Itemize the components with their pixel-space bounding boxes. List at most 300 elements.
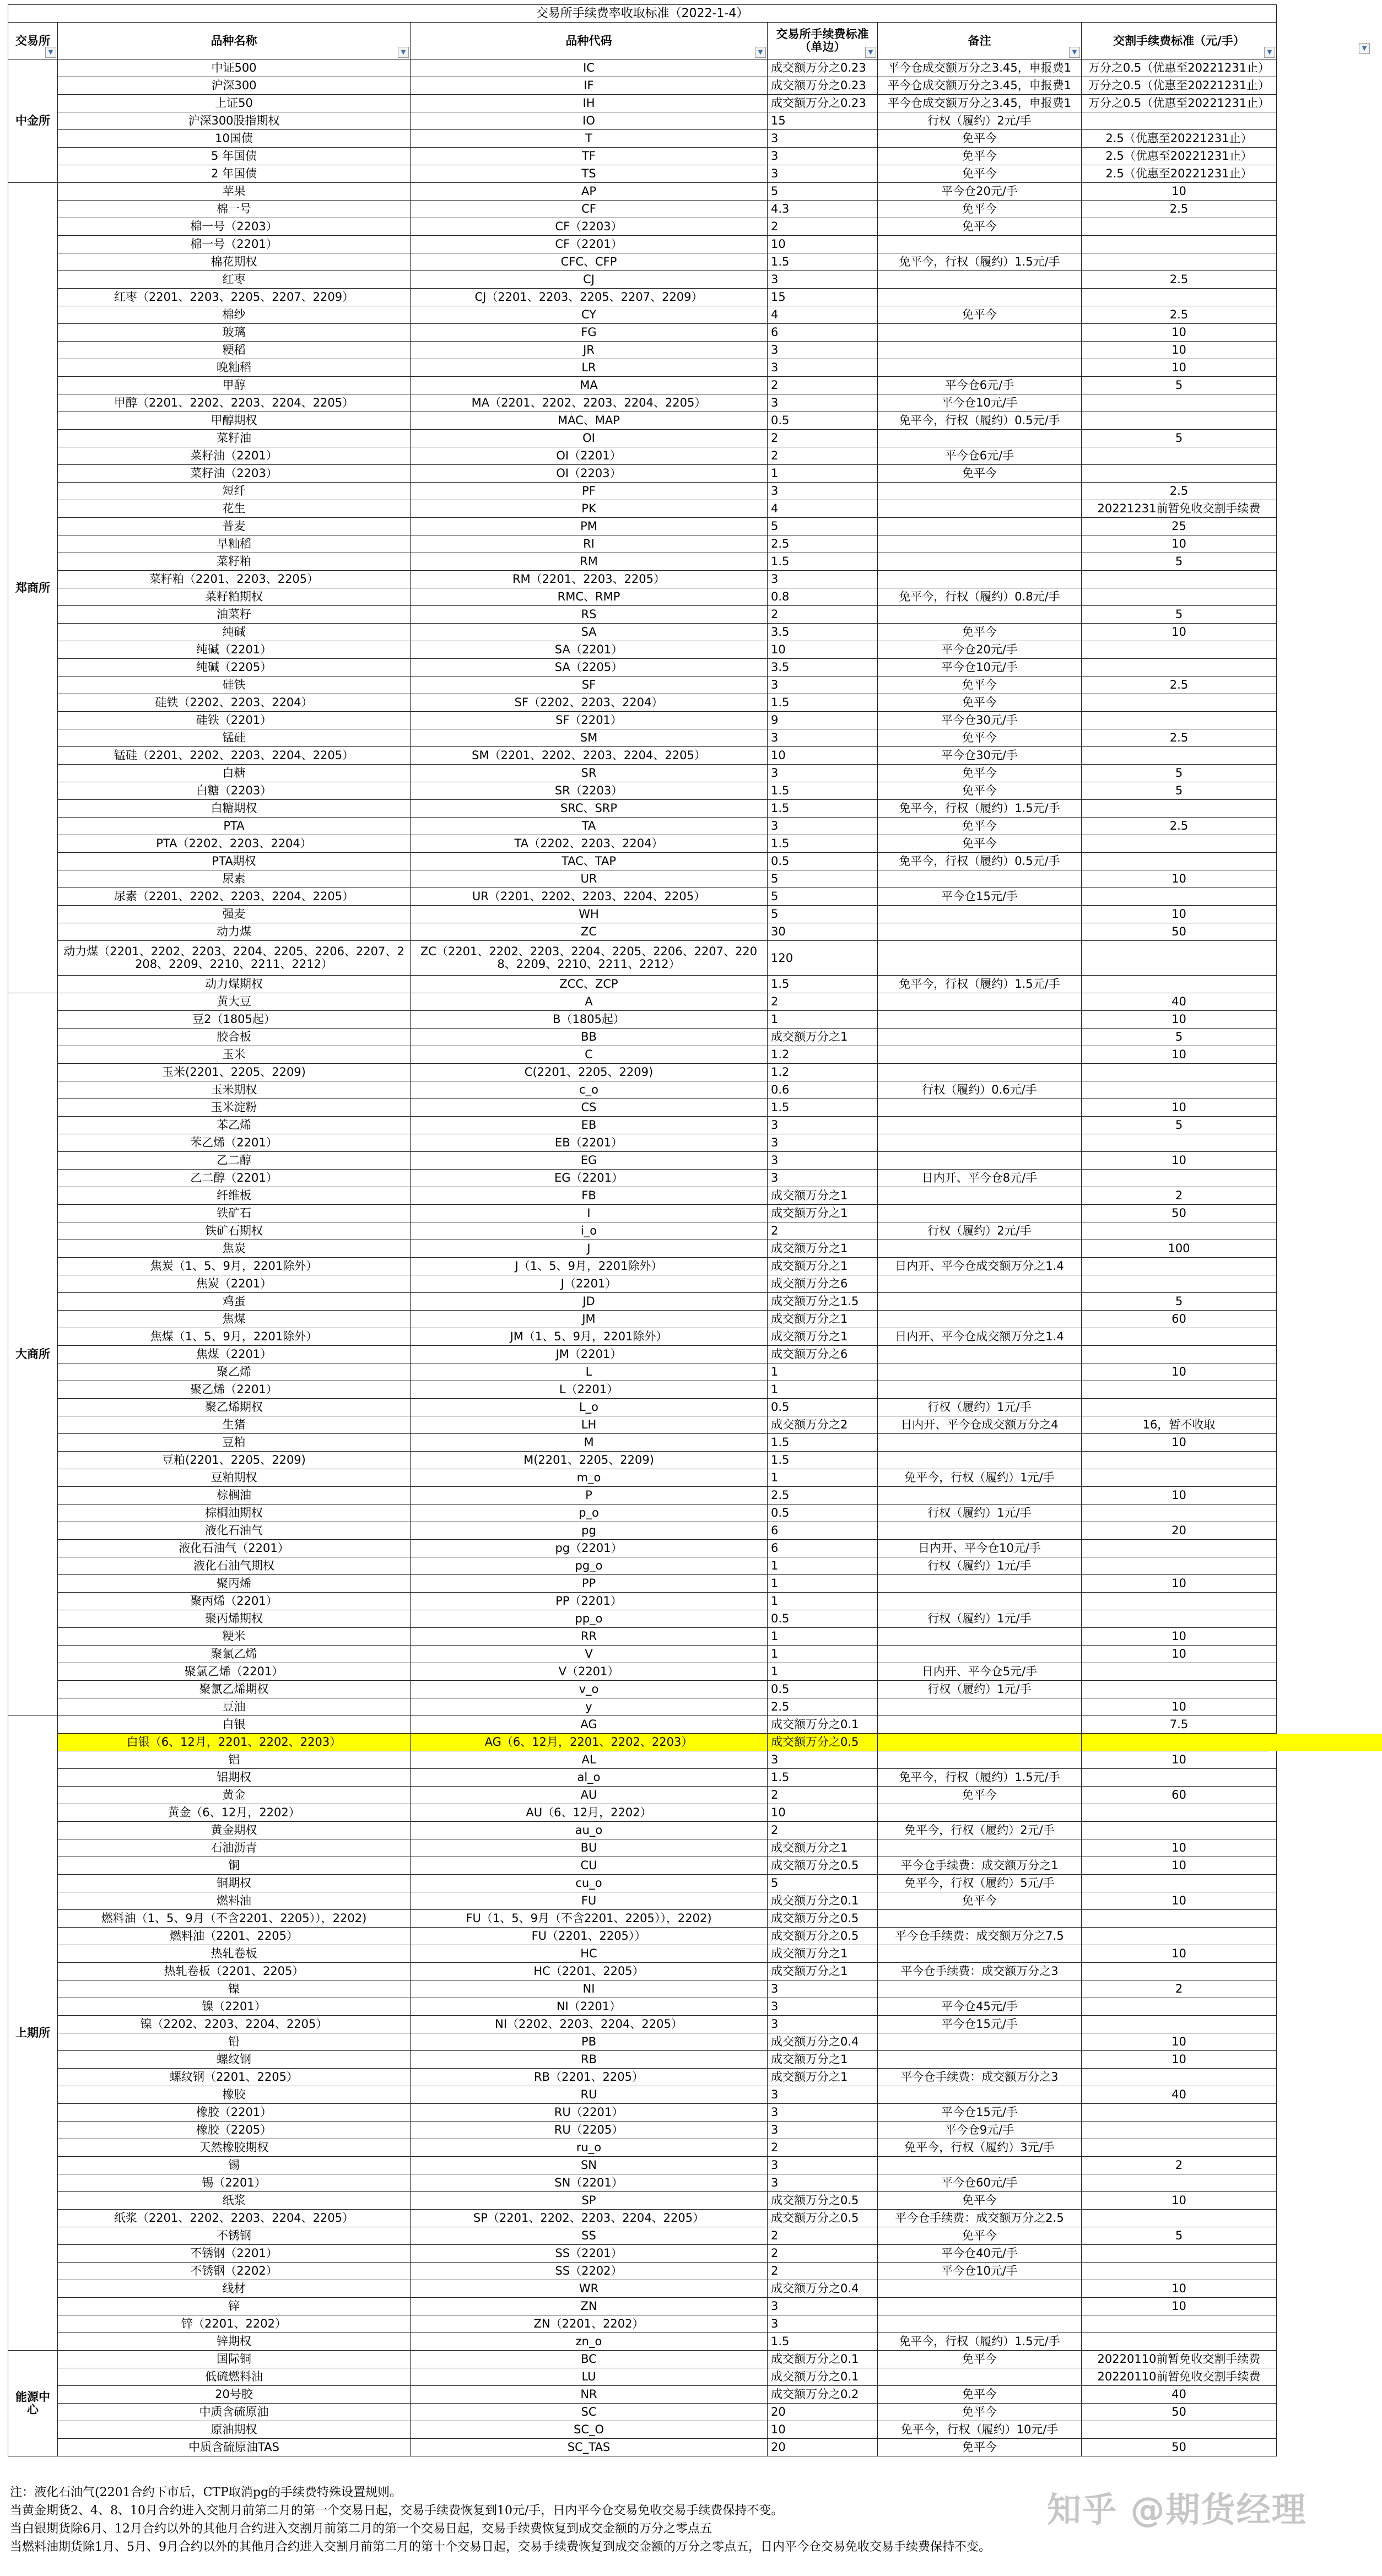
product-code-cell: RB: [411, 2051, 768, 2069]
table-row: [8, 2139, 1277, 2157]
product-name-cell: 菜籽油: [58, 430, 411, 447]
exchange-fee-cell: 5: [768, 183, 878, 201]
table-row: [8, 1152, 1277, 1170]
delivery-fee-cell: [1082, 2315, 1277, 2333]
exchange-fee-cell: 2: [768, 447, 878, 465]
filter-dropdown-icon[interactable]: ▼: [398, 47, 409, 58]
table-row: [8, 218, 1277, 236]
product-code-cell: EB: [411, 1117, 768, 1134]
remark-cell: [878, 535, 1082, 553]
exchange-fee-cell: 1: [768, 1593, 878, 1610]
exchange-fee-cell: 3: [768, 1134, 878, 1152]
product-name-cell: 白糖期权: [58, 800, 411, 818]
table-row: [8, 2157, 1277, 2174]
product-name-cell: 中质含硫原油TAS: [58, 2439, 411, 2456]
delivery-fee-cell: 2.5: [1082, 306, 1277, 324]
exchange-fee-cell: 5: [768, 906, 878, 923]
product-name-cell: 热轧卷板: [58, 1945, 411, 1963]
delivery-fee-cell: [1082, 1346, 1277, 1363]
table-row: [8, 377, 1277, 394]
product-code-cell: HC（2201、2205）: [411, 1963, 768, 1980]
product-name-cell: 低硫燃料油: [58, 2368, 411, 2386]
filter-dropdown-icon[interactable]: ▼: [1069, 47, 1080, 58]
delivery-fee-cell: [1082, 112, 1277, 130]
product-name-cell: 菜籽粕: [58, 553, 411, 571]
filter-dropdown-icon[interactable]: ▼: [865, 47, 876, 58]
product-name-cell: 黄大豆: [58, 993, 411, 1011]
remark-cell: 免平今，行权（履约）0.8元/手: [878, 588, 1082, 606]
remark-cell: 免平今，行权（履约）1.5元/手: [878, 1769, 1082, 1787]
table-row: [8, 535, 1277, 553]
delivery-fee-cell: [1082, 1399, 1277, 1416]
header-label: 交割手续费标准（元/手）: [1113, 34, 1245, 47]
remark-cell: 日内开、平今仓成交额万分之1.4: [878, 1328, 1082, 1346]
product-code-cell: c_o: [411, 1081, 768, 1099]
product-name-cell: 聚氯乙烯（2201）: [58, 1663, 411, 1681]
exchange-fee-cell: 成交额万分之1: [768, 1205, 878, 1222]
exchange-fee-cell: 15: [768, 112, 878, 130]
table-row: [8, 588, 1277, 606]
product-code-cell: NI: [411, 1980, 768, 1998]
remark-cell: [878, 483, 1082, 500]
table-row: [8, 2122, 1277, 2139]
remark-cell: [878, 1099, 1082, 1117]
product-name-cell: 晚籼稻: [58, 359, 411, 377]
remark-cell: 行权（履约）1元/手: [878, 1399, 1082, 1416]
delivery-fee-cell: [1082, 2245, 1277, 2263]
exchange-fee-cell: 3: [768, 130, 878, 148]
table-row: [8, 1628, 1277, 1646]
remark-cell: 免平今: [878, 465, 1082, 483]
remark-cell: 行权（履约）1元/手: [878, 1681, 1082, 1698]
remark-cell: 免平今，行权（履约）10元/手: [878, 2421, 1082, 2439]
remark-cell: 平今仓20元/手: [878, 183, 1082, 201]
delivery-fee-cell: [1082, 747, 1277, 765]
product-code-cell: SS: [411, 2227, 768, 2245]
exchange-fee-cell: 3: [768, 271, 878, 289]
exchange-fee-cell: 1.2: [768, 1064, 878, 1081]
table-row: [8, 447, 1277, 465]
product-code-cell: i_o: [411, 1222, 768, 1240]
remark-cell: 免平今: [878, 1787, 1082, 1804]
filter-dropdown-icon[interactable]: ▼: [755, 47, 766, 58]
product-code-cell: RU（2205）: [411, 2122, 768, 2139]
table-row: [8, 465, 1277, 483]
product-name-cell: 不锈钢（2201）: [58, 2245, 411, 2263]
remark-cell: 日内开、平今仓10元/手: [878, 1540, 1082, 1557]
product-code-cell: JD: [411, 1293, 768, 1311]
product-code-cell: CJ: [411, 271, 768, 289]
remark-cell: 平今仓9元/手: [878, 2122, 1082, 2139]
product-name-cell: 棉花期权: [58, 253, 411, 271]
product-name-cell: 甲醇期权: [58, 412, 411, 430]
remark-cell: 免平今: [878, 2386, 1082, 2404]
product-name-cell: 油菜籽: [58, 606, 411, 624]
table-row: [8, 2333, 1277, 2351]
remark-cell: 免平今: [878, 2192, 1082, 2210]
product-name-cell: 玉米(2201、2205、2209): [58, 1064, 411, 1081]
exchange-fee-cell: 30: [768, 923, 878, 941]
product-name-cell: 棕榈油: [58, 1487, 411, 1505]
delivery-fee-cell: 万分之0.5（优惠至20221231止）: [1082, 95, 1277, 112]
delivery-fee-cell: [1082, 1381, 1277, 1399]
remark-cell: [878, 271, 1082, 289]
product-code-cell: FU（2201、2205））: [411, 1928, 768, 1945]
product-code-cell: SP（2201、2202、2203、2204、2205）: [411, 2210, 768, 2227]
remark-cell: 行权（履约）1元/手: [878, 1610, 1082, 1628]
exchange-fee-cell: 2.5: [768, 535, 878, 553]
delivery-fee-cell: [1082, 1910, 1277, 1928]
product-name-cell: 原油期权: [58, 2421, 411, 2439]
delivery-fee-cell: [1082, 659, 1277, 677]
table-row: [8, 165, 1277, 183]
exchange-fee-cell: 2: [768, 1822, 878, 1839]
product-name-cell: 乙二醇（2201）: [58, 1170, 411, 1187]
product-name-cell: 棕榈油期权: [58, 1505, 411, 1522]
exchange-fee-cell: 2: [768, 377, 878, 394]
table-row: [8, 306, 1277, 324]
product-name-cell: PTA: [58, 818, 411, 835]
remark-cell: [878, 2051, 1082, 2069]
header-exchange-fee[interactable]: [768, 23, 878, 59]
product-code-cell: WH: [411, 906, 768, 923]
exchange-fee-cell: 3: [768, 342, 878, 359]
table-row: [8, 1240, 1277, 1258]
delivery-fee-cell: [1082, 641, 1277, 659]
delivery-fee-cell: [1082, 1452, 1277, 1469]
table-row: [8, 853, 1277, 870]
delivery-fee-cell: 2.5: [1082, 677, 1277, 694]
delivery-fee-cell: 10: [1082, 870, 1277, 888]
product-name-cell: 豆粕: [58, 1434, 411, 1452]
table-row: [8, 183, 1277, 201]
exchange-fee-cell: 成交额万分之0.1: [768, 2351, 878, 2368]
exchange-fee-cell: 3: [768, 2298, 878, 2315]
product-code-cell: ZC（2201、2202、2203、2204、2205、2206、2207、2208、2209、2210、2211、2212）: [411, 941, 768, 976]
remark-cell: 免平今，行权（履约）1.5元/手: [878, 2333, 1082, 2351]
product-code-cell: LH: [411, 1416, 768, 1434]
note-line: 注：液化石油气(2201合约下市后，CTP取消pg的手续费特殊设置规则。: [10, 2486, 402, 2499]
remark-cell: 免平今: [878, 835, 1082, 853]
remark-cell: [878, 289, 1082, 306]
product-name-cell: 橡胶（2201）: [58, 2104, 411, 2122]
filter-dropdown-icon[interactable]: ▼: [1359, 43, 1370, 54]
header-remark[interactable]: [878, 23, 1082, 59]
product-name-cell: 铝期权: [58, 1769, 411, 1787]
product-code-cell: FG: [411, 324, 768, 342]
exchange-fee-cell: 1.5: [768, 976, 878, 993]
remark-cell: 平今仓15元/手: [878, 2104, 1082, 2122]
product-name-cell: 豆粕期权: [58, 1469, 411, 1487]
remark-cell: [878, 1117, 1082, 1134]
product-name-cell: 焦煤（2201）: [58, 1346, 411, 1363]
exchange-fee-cell: 3.5: [768, 659, 878, 677]
exchange-fee-cell: 15: [768, 289, 878, 306]
delivery-fee-cell: 5: [1082, 765, 1277, 782]
exchange-fee-cell: 120: [768, 941, 878, 976]
delivery-fee-cell: [1082, 1963, 1277, 1980]
table-row: [8, 624, 1277, 641]
table-row: [8, 1205, 1277, 1222]
exchange-fee-cell: 3: [768, 818, 878, 835]
exchange-fee-cell: 1.5: [768, 835, 878, 853]
header-delivery-fee[interactable]: [1082, 23, 1277, 59]
exchange-fee-cell: 成交额万分之1: [768, 1258, 878, 1275]
delivery-fee-cell: 10: [1082, 2051, 1277, 2069]
product-name-cell: 沪深300股指期权: [58, 112, 411, 130]
table-row: [8, 747, 1277, 765]
product-name-cell: 短纤: [58, 483, 411, 500]
exchange-fee-cell: 成交额万分之6: [768, 1275, 878, 1293]
header-product-name[interactable]: [58, 23, 411, 59]
delivery-fee-cell: 2: [1082, 2157, 1277, 2174]
product-code-cell: ZN（2201、2202）: [411, 2315, 768, 2333]
exchange-fee-cell: 成交额万分之0.4: [768, 2280, 878, 2298]
product-name-cell: 苹果: [58, 183, 411, 201]
remark-cell: [878, 1734, 1082, 1751]
product-code-cell: al_o: [411, 1769, 768, 1787]
product-code-cell: JR: [411, 342, 768, 359]
header-label: 交易所: [15, 34, 50, 47]
filter-dropdown-icon[interactable]: ▼: [45, 47, 56, 58]
product-code-cell: JM: [411, 1311, 768, 1328]
remark-cell: [878, 1698, 1082, 1716]
header-label: 备注: [968, 34, 991, 47]
exchange-fee-cell: 20: [768, 2404, 878, 2421]
remark-cell: 免平今: [878, 2351, 1082, 2368]
product-code-cell: AU: [411, 1787, 768, 1804]
product-name-cell: 铅: [58, 2033, 411, 2051]
exchange-cell: 中金所: [8, 59, 58, 183]
product-name-cell: 菜籽粕期权: [58, 588, 411, 606]
product-code-cell: T: [411, 130, 768, 148]
delivery-fee-cell: 2.5: [1082, 729, 1277, 747]
product-code-cell: C(2201、2205、2209): [411, 1064, 768, 1081]
product-code-cell: PP（2201）: [411, 1593, 768, 1610]
exchange-fee-cell: 4.3: [768, 201, 878, 218]
table-row: [8, 2051, 1277, 2069]
exchange-fee-cell: 1: [768, 1575, 878, 1593]
product-name-cell: 聚氯乙烯期权: [58, 1681, 411, 1698]
delivery-fee-cell: 10: [1082, 1698, 1277, 1716]
exchange-fee-cell: 2: [768, 2245, 878, 2263]
remark-cell: 平今仓45元/手: [878, 1998, 1082, 2016]
product-name-cell: 玉米期权: [58, 1081, 411, 1099]
remark-cell: 平今仓成交额万分之3.45，申报费1: [878, 95, 1082, 112]
product-name-cell: 红枣: [58, 271, 411, 289]
product-name-cell: 棉纱: [58, 306, 411, 324]
table-row: [8, 95, 1277, 112]
table-row: [8, 1734, 1277, 1751]
product-code-cell: SC: [411, 2404, 768, 2421]
remark-cell: [878, 1134, 1082, 1152]
product-code-cell: UR: [411, 870, 768, 888]
exchange-fee-cell: 成交额万分之0.5: [768, 1857, 878, 1875]
product-name-cell: 燃料油（2201、2205）: [58, 1928, 411, 1945]
exchange-fee-cell: 20: [768, 2439, 878, 2456]
product-name-cell: 粳米: [58, 1628, 411, 1646]
delivery-fee-cell: 2.5（优惠至20221231止）: [1082, 165, 1277, 183]
table-row: [8, 130, 1277, 148]
exchange-fee-cell: 3: [768, 165, 878, 183]
remark-cell: [878, 993, 1082, 1011]
header-exchange[interactable]: [8, 23, 58, 59]
product-name-cell: 粳稻: [58, 342, 411, 359]
product-code-cell: CF: [411, 201, 768, 218]
remark-cell: [878, 1205, 1082, 1222]
delivery-fee-cell: 10: [1082, 1099, 1277, 1117]
table-row: [8, 2280, 1277, 2298]
exchange-fee-cell: 5: [768, 1875, 878, 1892]
product-name-cell: 苯乙烯（2201）: [58, 1134, 411, 1152]
remark-cell: 免平今，行权（履约）2元/手: [878, 1822, 1082, 1839]
table-row: [8, 729, 1277, 747]
product-code-cell: J: [411, 1240, 768, 1258]
product-name-cell: 螺纹钢: [58, 2051, 411, 2069]
exchange-cell: 大商所: [8, 993, 58, 1716]
delivery-fee-cell: [1082, 2016, 1277, 2033]
table-row: [8, 2439, 1277, 2456]
product-name-cell: 甲醇: [58, 377, 411, 394]
exchange-fee-cell: 3: [768, 2104, 878, 2122]
delivery-fee-cell: [1082, 1804, 1277, 1822]
table-row: [8, 1381, 1277, 1399]
table-row: [8, 1117, 1277, 1134]
product-name-cell: 乙二醇: [58, 1152, 411, 1170]
exchange-fee-cell: 1: [768, 1011, 878, 1029]
table-row: [8, 500, 1277, 518]
exchange-fee-cell: 3: [768, 1152, 878, 1170]
fee-table: [8, 4, 1277, 2456]
delivery-fee-cell: [1082, 571, 1277, 588]
product-code-cell: pg（2201）: [411, 1540, 768, 1557]
table-row: [8, 430, 1277, 447]
exchange-fee-cell: 2.5: [768, 1698, 878, 1716]
exchange-fee-cell: 3: [768, 394, 878, 412]
table-row: [8, 571, 1277, 588]
product-name-cell: 锌（2201、2202）: [58, 2315, 411, 2333]
exchange-fee-cell: 成交额万分之0.5: [768, 1910, 878, 1928]
product-name-cell: 白银: [58, 1716, 411, 1734]
exchange-fee-cell: 1.5: [768, 2333, 878, 2351]
table-row: [8, 553, 1277, 571]
product-code-cell: RMC、RMP: [411, 588, 768, 606]
table-row: [8, 148, 1277, 165]
header-product-code[interactable]: [411, 23, 768, 59]
table-row: [8, 1698, 1277, 1716]
delivery-fee-cell: 40: [1082, 2086, 1277, 2104]
product-name-cell: 白银（6、12月，2201、2202、2203）: [58, 1734, 411, 1751]
delivery-fee-cell: [1082, 1540, 1277, 1557]
product-code-cell: NR: [411, 2386, 768, 2404]
exchange-fee-cell: 成交额万分之1: [768, 1029, 878, 1046]
table-row: [8, 2069, 1277, 2086]
exchange-fee-cell: 0.5: [768, 853, 878, 870]
remark-cell: [878, 342, 1082, 359]
product-code-cell: SS（2202）: [411, 2263, 768, 2280]
exchange-fee-cell: 1.5: [768, 1769, 878, 1787]
delivery-fee-cell: 10: [1082, 1487, 1277, 1505]
delivery-fee-cell: 50: [1082, 2404, 1277, 2421]
delivery-fee-cell: [1082, 1222, 1277, 1240]
table-row: [8, 765, 1277, 782]
delivery-fee-cell: 5: [1082, 2227, 1277, 2245]
exchange-fee-cell: 10: [768, 747, 878, 765]
table-row: [8, 2298, 1277, 2315]
product-code-cell: TS: [411, 165, 768, 183]
table-row: [8, 2192, 1277, 2210]
table-row: [8, 677, 1277, 694]
table-row: [8, 1505, 1277, 1522]
product-name-cell: 聚丙烯: [58, 1575, 411, 1593]
product-code-cell: LR: [411, 359, 768, 377]
product-code-cell: IH: [411, 95, 768, 112]
product-code-cell: TAC、TAP: [411, 853, 768, 870]
delivery-fee-cell: 万分之0.5（优惠至20221231止）: [1082, 59, 1277, 77]
product-code-cell: AL: [411, 1751, 768, 1769]
remark-cell: 行权（履约）0.6元/手: [878, 1081, 1082, 1099]
exchange-cell: 上期所: [8, 1716, 58, 2351]
exchange-fee-cell: 6: [768, 1522, 878, 1540]
product-code-cell: au_o: [411, 1822, 768, 1839]
product-code-cell: RU（2201）: [411, 2104, 768, 2122]
product-code-cell: MA（2201、2202、2203、2204、2205）: [411, 394, 768, 412]
product-name-cell: 动力煤期权: [58, 976, 411, 993]
product-name-cell: 燃料油: [58, 1892, 411, 1910]
remark-cell: 行权（履约）2元/手: [878, 1222, 1082, 1240]
delivery-fee-cell: 10: [1082, 324, 1277, 342]
remark-cell: [878, 1346, 1082, 1363]
remark-cell: 日内开、平今仓成交额万分之4: [878, 1416, 1082, 1434]
title-row: [8, 5, 1277, 23]
product-name-cell: 液化石油气: [58, 1522, 411, 1540]
delivery-fee-cell: 60: [1082, 1787, 1277, 1804]
product-name-cell: 菜籽油（2201）: [58, 447, 411, 465]
table-row: [8, 1593, 1277, 1610]
table-row: [8, 412, 1277, 430]
product-name-cell: 白糖（2203）: [58, 782, 411, 800]
filter-dropdown-icon[interactable]: ▼: [1264, 47, 1275, 58]
product-name-cell: 锡: [58, 2157, 411, 2174]
delivery-fee-cell: 5: [1082, 430, 1277, 447]
product-code-cell: M: [411, 1434, 768, 1452]
table-row: [8, 2315, 1277, 2333]
product-code-cell: FB: [411, 1187, 768, 1205]
exchange-fee-cell: 5: [768, 518, 878, 535]
product-name-cell: 纯碱（2201）: [58, 641, 411, 659]
product-name-cell: 焦煤: [58, 1311, 411, 1328]
remark-cell: 免平今: [878, 765, 1082, 782]
table-row: [8, 2104, 1277, 2122]
product-name-cell: 聚氯乙烯: [58, 1646, 411, 1663]
product-code-cell: ZN: [411, 2298, 768, 2315]
exchange-fee-cell: 成交额万分之1: [768, 1839, 878, 1857]
delivery-fee-cell: 10: [1082, 535, 1277, 553]
product-code-cell: BC: [411, 2351, 768, 2368]
product-code-cell: L（2201）: [411, 1381, 768, 1399]
delivery-fee-cell: 16，暂不收取: [1082, 1416, 1277, 1434]
table-row: [8, 2227, 1277, 2245]
table-row: [8, 1029, 1277, 1046]
delivery-fee-cell: 2.5: [1082, 483, 1277, 500]
product-name-cell: 生猪: [58, 1416, 411, 1434]
remark-cell: [878, 1187, 1082, 1205]
exchange-fee-cell: 成交额万分之0.5: [768, 2210, 878, 2227]
table-row: [8, 1945, 1277, 1963]
exchange-fee-cell: 4: [768, 306, 878, 324]
remark-cell: [878, 2086, 1082, 2104]
exchange-fee-cell: 成交额万分之0.23: [768, 59, 878, 77]
